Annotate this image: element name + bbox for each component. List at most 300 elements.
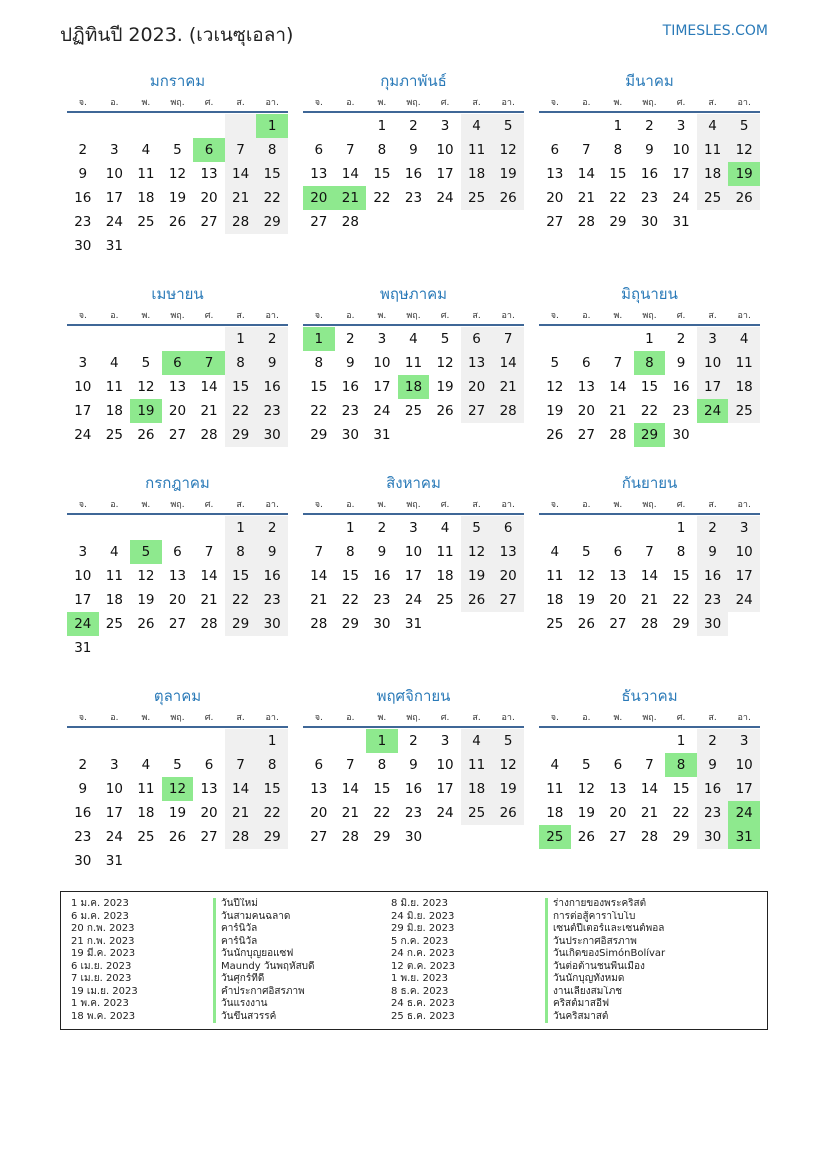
empty-day-cell xyxy=(99,729,131,753)
day-cell: 17 xyxy=(404,568,423,584)
empty-day-cell xyxy=(571,516,603,540)
weekday-label: ศ. xyxy=(440,311,450,321)
day-cell: 2 xyxy=(645,118,654,134)
day-cell: 14 xyxy=(200,568,218,584)
weekday-header xyxy=(303,93,524,113)
holiday-day-cell: 24 xyxy=(728,801,760,825)
day-cell: 9 xyxy=(377,544,387,560)
day-cell: 5 xyxy=(550,355,560,371)
month-block xyxy=(67,685,288,873)
empty-day-cell xyxy=(303,516,335,540)
empty-day-cell xyxy=(602,516,634,540)
day-cell: 23 xyxy=(672,403,690,419)
day-cell: 11 xyxy=(461,753,493,777)
legend-holiday-name: วันนักบุญทั้งหมด xyxy=(545,973,745,986)
day-cell: 12 xyxy=(168,166,187,182)
day-cell: 4 xyxy=(697,114,729,138)
day-cell: 11 xyxy=(546,781,564,797)
weekday-label: จ. xyxy=(314,713,323,723)
weekday-header xyxy=(67,306,288,326)
day-cell: 28 xyxy=(200,616,218,632)
empty-day-cell xyxy=(162,516,194,540)
day-cell: 22 xyxy=(609,190,627,206)
weekday-header xyxy=(539,495,760,515)
day-cell: 2 xyxy=(78,757,88,773)
day-cell: 12 xyxy=(728,138,760,162)
weekday-label: จ. xyxy=(550,98,559,108)
day-cell: 17 xyxy=(373,379,391,395)
day-cell: 18 xyxy=(105,403,123,419)
day-cell: 5 xyxy=(461,516,493,540)
day-cell: 20 xyxy=(310,805,328,821)
day-cell: 20 xyxy=(492,564,524,588)
day-cell: 28 xyxy=(310,616,328,632)
day-cell: 10 xyxy=(74,379,92,395)
day-cell: 5 xyxy=(582,757,591,773)
legend-date: 12 ต.ค. 2023 xyxy=(391,960,456,972)
day-cell: 5 xyxy=(173,757,182,773)
day-cell: 19 xyxy=(168,190,187,206)
day-cell: 28 xyxy=(225,825,257,849)
day-cell: 14 xyxy=(640,568,659,584)
day-cell: 17 xyxy=(436,781,454,797)
day-cell: 26 xyxy=(436,403,454,419)
empty-day-cell xyxy=(130,516,162,540)
day-cell: 8 xyxy=(256,138,288,162)
day-cell: 8 xyxy=(377,142,387,158)
day-cell: 3 xyxy=(440,733,450,749)
day-cell: 4 xyxy=(550,544,560,560)
day-cell: 22 xyxy=(672,592,690,608)
day-cell: 29 xyxy=(609,214,627,230)
empty-day-cell xyxy=(634,516,666,540)
weekday-label: ส. xyxy=(708,713,717,723)
day-cell: 31 xyxy=(373,427,391,443)
page-title: ปฏิทินปี 2023. (เวเนซุเอลา) xyxy=(60,24,294,46)
empty-day-cell xyxy=(539,729,571,753)
day-cell: 19 xyxy=(546,403,564,419)
weekday-label: พ. xyxy=(613,98,623,108)
day-cell: 21 xyxy=(492,375,524,399)
weekday-label: พฤ. xyxy=(642,713,657,723)
empty-day-cell xyxy=(539,516,571,540)
day-cell: 4 xyxy=(550,757,560,773)
day-cell: 23 xyxy=(256,588,288,612)
day-cell: 10 xyxy=(728,753,760,777)
empty-day-cell xyxy=(130,114,162,138)
day-cell: 30 xyxy=(373,616,391,632)
day-cell: 14 xyxy=(341,781,359,797)
day-cell: 23 xyxy=(373,592,391,608)
day-cell: 13 xyxy=(310,166,328,182)
day-cell: 26 xyxy=(492,801,524,825)
weekday-label: อา. xyxy=(737,98,751,108)
weekday-label: พฤ. xyxy=(406,98,421,108)
day-cell: 14 xyxy=(640,781,659,797)
day-cell: 25 xyxy=(137,214,155,230)
weekday-label: พ. xyxy=(613,713,623,723)
day-cell: 18 xyxy=(697,162,729,186)
weekday-label: ศ. xyxy=(676,713,686,723)
weekday-label: อ. xyxy=(110,311,119,321)
day-cell: 1 xyxy=(645,331,654,347)
day-cell: 16 xyxy=(697,564,729,588)
weekday-label: อา. xyxy=(265,98,279,108)
weekday-header xyxy=(67,93,288,113)
day-cell: 17 xyxy=(105,805,123,821)
day-cell: 25 xyxy=(105,616,123,632)
day-cell: 2 xyxy=(409,118,418,134)
empty-day-cell xyxy=(162,327,194,351)
day-cell: 15 xyxy=(373,781,391,797)
legend-names-right xyxy=(545,898,745,1023)
empty-day-cell xyxy=(335,729,367,753)
day-cell: 12 xyxy=(577,781,595,797)
legend-date: 1 ม.ค. 2023 xyxy=(71,898,129,909)
day-cell: 28 xyxy=(225,210,257,234)
holiday-day-cell: 20 xyxy=(303,186,335,210)
weekday-label: จ. xyxy=(550,713,559,723)
day-cell: 14 xyxy=(492,351,524,375)
day-cell: 26 xyxy=(137,616,155,632)
day-cell: 7 xyxy=(645,544,654,560)
weekday-header xyxy=(67,708,288,728)
weekday-label: อา. xyxy=(501,713,515,723)
weekday-label: ศ. xyxy=(204,311,214,321)
weekday-label: ศ. xyxy=(204,500,214,510)
legend-holiday-name: Maundy วันพฤหัสบดี xyxy=(213,961,391,974)
day-grid xyxy=(67,326,288,447)
month-name: กุมภาพันธ์ xyxy=(380,72,447,90)
empty-day-cell xyxy=(571,729,603,753)
day-cell: 16 xyxy=(697,777,729,801)
legend-date: 6 ม.ค. 2023 xyxy=(71,910,129,922)
day-cell: 29 xyxy=(672,616,690,632)
weekday-label: จ. xyxy=(550,500,559,510)
legend-holiday-name: วันคริสมาสต์ xyxy=(545,1011,745,1024)
day-cell: 6 xyxy=(613,544,623,560)
holiday-day-cell: 6 xyxy=(193,138,225,162)
day-cell: 26 xyxy=(728,186,760,210)
day-cell: 26 xyxy=(492,186,524,210)
day-cell: 28 xyxy=(640,616,659,632)
day-cell: 10 xyxy=(404,544,423,560)
day-cell: 8 xyxy=(613,142,623,158)
day-cell: 7 xyxy=(225,753,257,777)
day-cell: 7 xyxy=(346,142,355,158)
day-cell: 19 xyxy=(168,805,187,821)
empty-day-cell xyxy=(193,729,225,753)
legend-date: 20 ก.พ. 2023 xyxy=(71,923,135,934)
day-cell: 2 xyxy=(256,516,288,540)
empty-day-cell xyxy=(225,729,257,753)
day-cell: 2 xyxy=(676,331,686,347)
legend-holiday-name: วันปีใหม่ xyxy=(213,898,391,911)
day-cell: 27 xyxy=(168,616,187,632)
day-cell: 1 xyxy=(225,516,257,540)
day-grid xyxy=(67,728,288,873)
day-cell: 20 xyxy=(168,403,187,419)
empty-day-cell xyxy=(130,327,162,351)
day-cell: 10 xyxy=(105,781,123,797)
day-cell: 20 xyxy=(546,190,564,206)
day-cell: 27 xyxy=(609,829,627,845)
day-cell: 16 xyxy=(640,166,659,182)
weekday-header xyxy=(303,306,524,326)
empty-day-cell xyxy=(193,327,225,351)
day-cell: 18 xyxy=(436,568,454,584)
day-cell: 9 xyxy=(409,142,418,158)
weekday-label: จ. xyxy=(78,713,87,723)
day-cell: 27 xyxy=(546,214,564,230)
site-link[interactable]: TIMESLES.COM xyxy=(662,23,768,39)
day-cell: 24 xyxy=(436,805,454,821)
weekday-label: อา. xyxy=(501,98,515,108)
empty-day-cell xyxy=(67,327,99,351)
day-cell: 10 xyxy=(672,142,690,158)
weekday-header xyxy=(539,306,760,326)
day-cell: 12 xyxy=(492,753,524,777)
legend-date: 24 มิ.ย. 2023 xyxy=(391,910,455,922)
weekday-label: ศ. xyxy=(440,98,450,108)
day-cell: 11 xyxy=(404,355,423,371)
weekday-label: พฤ. xyxy=(642,98,657,108)
holiday-day-cell: 24 xyxy=(67,612,99,636)
legend-holiday-name: วันต่อต้านชนพื้นเมือง xyxy=(545,961,745,974)
month-name: กันยายน xyxy=(621,474,678,492)
day-cell: 27 xyxy=(200,829,218,845)
day-cell: 30 xyxy=(256,423,288,447)
day-cell: 15 xyxy=(256,162,288,186)
day-cell: 24 xyxy=(436,190,454,206)
day-cell: 28 xyxy=(341,829,359,845)
empty-day-cell xyxy=(99,327,131,351)
day-cell: 9 xyxy=(256,351,288,375)
day-cell: 11 xyxy=(728,351,760,375)
weekday-label: พฤ. xyxy=(406,311,421,321)
weekday-label: อ. xyxy=(110,500,119,510)
holiday-day-cell: 25 xyxy=(539,825,571,849)
weekday-label: ศ. xyxy=(676,500,686,510)
month-name: พฤษภาคม xyxy=(379,285,448,303)
weekday-label: พ. xyxy=(377,98,387,108)
day-cell: 20 xyxy=(200,805,218,821)
legend-holiday-name: งานเลี้ยงสมโภช xyxy=(545,986,745,999)
month-block xyxy=(539,283,760,447)
day-cell: 16 xyxy=(256,564,288,588)
month-block xyxy=(67,70,288,258)
day-cell: 24 xyxy=(672,190,690,206)
holiday-day-cell: 6 xyxy=(162,351,194,375)
day-cell: 9 xyxy=(78,166,88,182)
day-cell: 22 xyxy=(640,403,659,419)
holiday-day-cell: 8 xyxy=(634,351,666,375)
day-cell: 13 xyxy=(577,379,595,395)
day-cell: 3 xyxy=(409,520,418,536)
day-cell: 19 xyxy=(577,592,595,608)
day-cell: 25 xyxy=(436,592,454,608)
day-cell: 7 xyxy=(582,142,591,158)
day-cell: 2 xyxy=(409,733,418,749)
day-cell: 11 xyxy=(137,781,155,797)
empty-day-cell xyxy=(67,516,99,540)
day-grid xyxy=(67,113,288,258)
legend-holiday-name: วันประกาศอิสรภาพ xyxy=(545,936,745,949)
legend-holiday-name: วันเกิดของSimónBolívar xyxy=(545,948,745,961)
empty-day-cell xyxy=(99,114,131,138)
day-cell: 15 xyxy=(310,379,328,395)
legend-holiday-name: วันขึ้นสวรรค์ xyxy=(213,1011,391,1024)
day-cell: 24 xyxy=(728,588,760,612)
day-cell: 7 xyxy=(645,757,654,773)
day-cell: 27 xyxy=(310,829,328,845)
weekday-label: จ. xyxy=(314,311,323,321)
day-cell: 5 xyxy=(582,544,591,560)
legend-date: 5 ก.ค. 2023 xyxy=(391,935,449,947)
day-cell: 18 xyxy=(105,592,123,608)
day-grid xyxy=(539,728,760,849)
day-cell: 13 xyxy=(200,781,218,797)
day-cell: 26 xyxy=(546,427,564,443)
day-cell: 8 xyxy=(314,355,324,371)
day-cell: 16 xyxy=(256,375,288,399)
day-cell: 21 xyxy=(609,403,627,419)
day-cell: 28 xyxy=(341,214,359,230)
empty-day-cell xyxy=(571,327,603,351)
day-cell: 10 xyxy=(373,355,391,371)
day-cell: 30 xyxy=(640,214,659,230)
day-cell: 12 xyxy=(546,379,564,395)
day-cell: 27 xyxy=(492,588,524,612)
weekday-header xyxy=(303,495,524,515)
day-cell: 19 xyxy=(137,592,155,608)
day-cell: 29 xyxy=(225,423,257,447)
day-cell: 15 xyxy=(672,568,690,584)
weekday-label: พฤ. xyxy=(170,311,185,321)
holiday-day-cell: 1 xyxy=(303,327,335,351)
weekday-label: ศ. xyxy=(204,713,214,723)
day-cell: 29 xyxy=(256,210,288,234)
weekday-label: ส. xyxy=(708,98,717,108)
weekday-label: ส. xyxy=(236,713,245,723)
day-cell: 7 xyxy=(225,138,257,162)
day-cell: 20 xyxy=(461,375,493,399)
legend-date: 21 ก.พ. 2023 xyxy=(71,935,135,947)
weekday-header xyxy=(67,495,288,515)
day-cell: 6 xyxy=(461,327,493,351)
month-block xyxy=(539,472,760,636)
day-cell: 1 xyxy=(256,729,288,753)
holiday-day-cell: 31 xyxy=(728,825,760,849)
empty-day-cell xyxy=(193,516,225,540)
legend-dates-left xyxy=(71,898,213,1023)
month-name: ธันวาคม xyxy=(621,687,678,705)
holiday-day-cell: 29 xyxy=(634,423,666,447)
day-cell: 20 xyxy=(577,403,595,419)
weekday-label: จ. xyxy=(78,500,87,510)
day-cell: 9 xyxy=(78,781,88,797)
day-cell: 12 xyxy=(137,568,155,584)
day-cell: 13 xyxy=(168,568,187,584)
day-cell: 4 xyxy=(110,355,119,371)
legend-date: 1 พ.ค. 2023 xyxy=(71,998,129,1009)
day-cell: 8 xyxy=(346,544,355,560)
day-grid xyxy=(539,326,760,447)
day-cell: 26 xyxy=(168,829,187,845)
holiday-day-cell: 1 xyxy=(256,114,288,138)
day-cell: 4 xyxy=(409,331,418,347)
day-cell: 22 xyxy=(373,805,391,821)
legend-date: 29 มิ.ย. 2023 xyxy=(391,923,455,934)
day-cell: 12 xyxy=(137,379,155,395)
weekday-label: อา. xyxy=(501,500,515,510)
day-cell: 12 xyxy=(436,355,454,371)
month-block xyxy=(303,283,524,447)
weekday-label: ส. xyxy=(472,713,481,723)
day-cell: 24 xyxy=(404,592,423,608)
day-cell: 17 xyxy=(74,403,92,419)
day-cell: 24 xyxy=(74,427,92,443)
day-cell: 1 xyxy=(377,118,387,134)
day-cell: 13 xyxy=(609,568,627,584)
legend-holiday-name: คริสต์มาสอีฟ xyxy=(545,998,745,1011)
day-cell: 11 xyxy=(137,166,155,182)
holiday-day-cell: 12 xyxy=(162,777,194,801)
day-cell: 16 xyxy=(74,805,92,821)
legend-holiday-name: คาร์นิวัล xyxy=(213,936,391,949)
day-cell: 1 xyxy=(676,733,686,749)
day-cell: 18 xyxy=(461,162,493,186)
day-cell: 4 xyxy=(440,520,450,536)
weekday-label: อ. xyxy=(346,500,355,510)
day-cell: 21 xyxy=(640,805,659,821)
day-cell: 14 xyxy=(225,777,257,801)
month-block xyxy=(539,70,760,234)
day-cell: 2 xyxy=(377,520,387,536)
holiday-day-cell: 5 xyxy=(130,540,162,564)
day-cell: 28 xyxy=(640,829,659,845)
day-cell: 10 xyxy=(436,142,454,158)
day-cell: 20 xyxy=(168,592,187,608)
day-cell: 4 xyxy=(141,757,151,773)
day-cell: 24 xyxy=(373,403,391,419)
day-cell: 6 xyxy=(613,757,623,773)
day-cell: 25 xyxy=(137,829,155,845)
day-cell: 15 xyxy=(672,781,690,797)
month-name: กรกฎาคม xyxy=(145,474,210,492)
legend-date: 7 เม.ย. 2023 xyxy=(71,973,132,984)
weekday-label: พฤ. xyxy=(406,713,421,723)
legend-holiday-name: วันสามคนฉลาด xyxy=(213,911,391,924)
day-cell: 26 xyxy=(137,427,155,443)
day-cell: 21 xyxy=(225,186,257,210)
day-cell: 31 xyxy=(74,640,92,656)
day-cell: 8 xyxy=(676,544,686,560)
weekday-label: อา. xyxy=(737,500,751,510)
day-cell: 4 xyxy=(141,142,151,158)
day-cell: 1 xyxy=(613,118,623,134)
legend-holiday-name: คาร์นิวัล xyxy=(213,923,391,936)
day-cell: 14 xyxy=(200,379,218,395)
day-cell: 19 xyxy=(492,777,524,801)
day-cell: 4 xyxy=(110,544,119,560)
holiday-day-cell: 18 xyxy=(398,375,430,399)
day-cell: 22 xyxy=(341,592,359,608)
empty-day-cell xyxy=(303,114,335,138)
legend-date: 24 ก.ค. 2023 xyxy=(391,948,455,959)
day-cell: 5 xyxy=(728,114,760,138)
weekday-label: พฤ. xyxy=(170,500,185,510)
